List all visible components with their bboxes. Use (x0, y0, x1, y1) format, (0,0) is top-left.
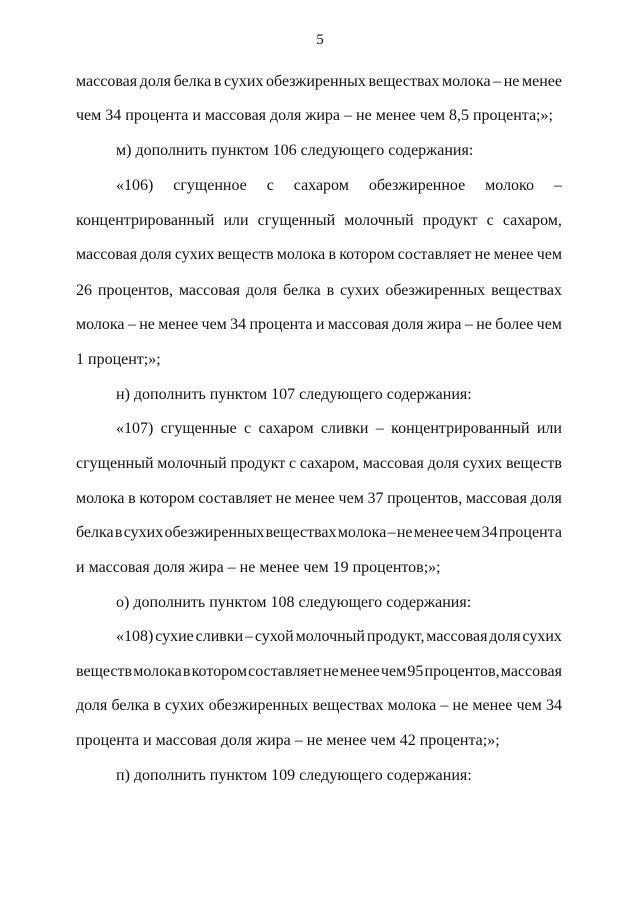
text-line (76, 245, 562, 265)
word: сухих (340, 282, 380, 299)
word: составляет (198, 490, 272, 507)
text-line (76, 662, 562, 682)
word: молока (276, 246, 326, 263)
word: веществах (368, 73, 440, 90)
word: – (375, 420, 384, 437)
word: концентрированный (391, 420, 530, 437)
word: сухих (174, 246, 215, 263)
word: в (182, 663, 191, 680)
word: – (440, 697, 449, 714)
word: процентов, (97, 282, 173, 299)
word: сливки (320, 420, 369, 437)
word: сливки (195, 628, 244, 645)
text-line (116, 419, 562, 439)
word: доля (530, 490, 562, 507)
word: веществ (76, 663, 133, 680)
word: сухих (224, 73, 264, 90)
word: молочный (157, 455, 227, 472)
word: массовая (362, 455, 424, 472)
word: обезжиренных (266, 73, 366, 90)
word: обезжиренных (164, 524, 265, 541)
word: массовая (327, 316, 389, 333)
word: веществах (491, 282, 562, 299)
word: – (493, 73, 502, 90)
word: в (114, 524, 123, 541)
word: чем (455, 524, 481, 541)
text-line (116, 627, 562, 647)
word: белка (76, 524, 114, 541)
text-line (76, 72, 562, 92)
word: доля (427, 455, 459, 472)
word: веществ (505, 455, 562, 472)
word: доля (139, 73, 171, 90)
text-line: процента и массовая доля жира – не менее чем 42 процента;»; (76, 732, 500, 749)
word: 34 (230, 316, 247, 333)
text-line (76, 523, 562, 543)
paragraph-heading-p: п) дополнить пунктом 109 следующего содержания: (116, 767, 472, 784)
text-line (76, 454, 562, 474)
word: продукт (422, 212, 478, 229)
word: молоко (485, 177, 535, 194)
text-line (76, 315, 562, 335)
word: менее (472, 697, 513, 714)
page-number: 5 (316, 32, 324, 48)
word: и (315, 316, 325, 333)
word: сухих (462, 455, 503, 472)
text-line: и массовая доля жира – не менее чем 19 процентов;»; (76, 559, 441, 576)
word: с (266, 177, 274, 194)
word: «107) (116, 420, 154, 437)
word: «108) (116, 628, 154, 645)
word: котором (191, 663, 247, 680)
word: сухие (155, 628, 194, 645)
word: с (486, 212, 494, 229)
word: – (127, 316, 136, 333)
word: или (223, 212, 249, 229)
word: в (213, 73, 222, 90)
word: массовая (465, 490, 527, 507)
word: чем (536, 246, 562, 263)
word: или (536, 420, 562, 437)
word: массовая (426, 628, 488, 645)
word: молока (76, 490, 125, 507)
word: сухих (522, 628, 562, 645)
word: 37 (367, 490, 384, 507)
word: молока (442, 73, 491, 90)
word: чем (380, 663, 407, 680)
word: концентрированный (76, 212, 215, 229)
word: «106) (116, 177, 154, 194)
word: котором (339, 246, 395, 263)
word: 34 (481, 524, 498, 541)
text-line (76, 489, 562, 509)
word: менее (339, 663, 380, 680)
word: массовая (178, 282, 240, 299)
word: белка (283, 282, 321, 299)
word: в (328, 246, 336, 263)
word: сухих (123, 524, 164, 541)
word: сахаром (293, 177, 349, 194)
word: более (495, 316, 534, 333)
word: сахаром, (502, 212, 562, 229)
word: молока (76, 316, 125, 333)
word: белка (111, 697, 150, 714)
word: молока (337, 524, 387, 541)
paragraph-heading-n: н) дополнить пунктом 107 следующего содержания: (116, 386, 472, 403)
word: в (326, 282, 335, 299)
text-line (116, 176, 562, 196)
paragraph-heading-m: м) дополнить пунктом 106 следующего содержания: (116, 142, 474, 159)
word: не (275, 490, 292, 507)
word: менее (294, 490, 335, 507)
word: чем (338, 490, 364, 507)
word: в (153, 697, 161, 714)
word: молока (133, 663, 182, 680)
word: доля (392, 316, 424, 333)
word: веществах (265, 524, 337, 541)
word: молока (387, 697, 437, 714)
word: менее (522, 73, 562, 90)
word: – (464, 316, 473, 333)
text-line (76, 211, 562, 231)
word: составляет (397, 246, 472, 263)
word: не (396, 524, 413, 541)
word: чем (516, 697, 542, 714)
word: не (139, 316, 155, 333)
word: продукт (230, 455, 286, 472)
word: сухих (164, 697, 205, 714)
word: процентов, (387, 490, 463, 507)
word: не (452, 697, 469, 714)
word: с (244, 420, 252, 437)
word: жира (426, 316, 462, 333)
word: 95 (407, 663, 424, 680)
word: обезжиренное (368, 177, 466, 194)
paragraph-heading-o: о) дополнить пунктом 108 следующего содержания: (116, 594, 472, 611)
word: составляет (248, 663, 322, 680)
word: 34 (545, 697, 562, 714)
text-line: 1 процент;»; (76, 351, 161, 368)
word: массовая (76, 246, 138, 263)
word: чем (201, 316, 227, 333)
word: веществ (217, 246, 274, 263)
word: доля (76, 697, 108, 714)
word: продукт, (366, 628, 425, 645)
word: 26 (76, 282, 92, 299)
word: сгущенный (76, 455, 154, 472)
word: веществах (312, 697, 384, 714)
word: молочный (344, 212, 414, 229)
word: – (387, 524, 396, 541)
word: не (503, 73, 520, 90)
word: процента (249, 316, 313, 333)
word: процентов, (424, 663, 500, 680)
word: не (322, 663, 339, 680)
text-line: чем 34 процента и массовая доля жира – не менее чем 8,5 процента;»; (76, 107, 553, 124)
text-line (76, 281, 562, 301)
word: сухой (254, 628, 294, 645)
word: не (476, 316, 492, 333)
word: массовая (76, 73, 138, 90)
word: молочный (295, 628, 365, 645)
word: – (553, 177, 562, 194)
word: в (128, 490, 136, 507)
word: менее (158, 316, 199, 333)
word: массовая (500, 663, 562, 680)
word: доля (245, 282, 278, 299)
word: доля (489, 628, 521, 645)
word: котором (139, 490, 195, 507)
word: сахаром, (299, 455, 360, 472)
word: менее (413, 524, 454, 541)
word: чем (536, 316, 562, 333)
word: – (245, 628, 254, 645)
word: сгущенные (160, 420, 237, 437)
word: сахаром (258, 420, 314, 437)
word: менее (493, 246, 534, 263)
word: процента (498, 524, 562, 541)
text-line (76, 696, 562, 716)
word: обезжиренных (208, 697, 309, 714)
word: доля (140, 246, 172, 263)
word: с (289, 455, 297, 472)
word: обезжиренных (385, 282, 486, 299)
word: сгущенное (173, 177, 247, 194)
word: сгущенный (257, 212, 336, 229)
word: белка (173, 73, 212, 90)
word: не (474, 246, 491, 263)
